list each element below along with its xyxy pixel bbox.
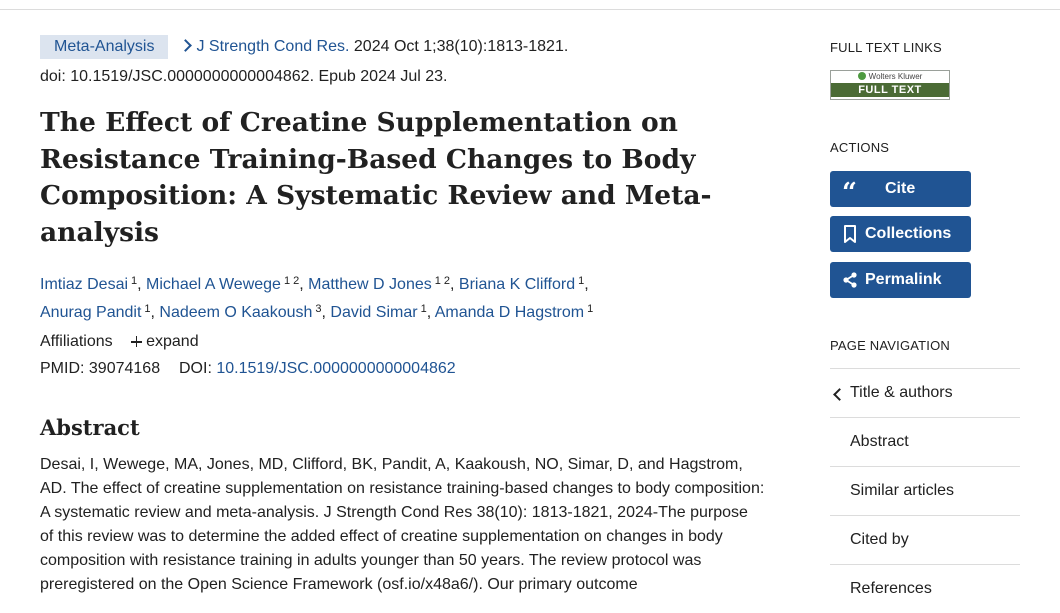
- article-title: The Effect of Creatine Supplementation on Resistance Training-Based Changes to Body Composition: A Systematic Review and Meta-analysis: [40, 107, 712, 248]
- page-navigation-heading: PAGE NAVIGATION: [830, 338, 951, 353]
- journal-link[interactable]: J Strength Cond Res.: [196, 38, 350, 55]
- affiliations-label: Affiliations: [40, 333, 113, 350]
- citation-date-pages: 2024 Oct 1;38(10):1813-1821.: [353, 38, 569, 55]
- author-link[interactable]: Michael A Wewege $^{1 2}$: [146, 275, 300, 293]
- author-link[interactable]: David Simar $^1$: [330, 303, 427, 321]
- author-link[interactable]: Briana K Clifford $^1$: [458, 275, 585, 293]
- actions-heading: ACTIONS: [830, 140, 890, 155]
- citation-line: [40, 35, 568, 59]
- author-link[interactable]: Nadeem O Kaakoush $^3$: [159, 303, 322, 321]
- chevron-right-icon: [180, 39, 193, 52]
- pmid-value: 39074168: [88, 360, 161, 377]
- plus-icon: [131, 336, 142, 347]
- abstract-heading: Abstract: [40, 415, 140, 440]
- author-link[interactable]: Amanda D Hagstrom $^1$: [434, 303, 594, 321]
- full-text-link-wolters-kluwer[interactable]: Wolters Kluwer FULL TEXT: [830, 70, 950, 100]
- doi-label: DOI:: [179, 360, 212, 377]
- author-link[interactable]: Matthew D Jones $^{1 2}$: [308, 275, 451, 293]
- publication-type-badge: Meta-Analysis: [40, 35, 168, 59]
- permalink-button[interactable]: Permalink: [830, 262, 971, 298]
- expand-affiliations-button[interactable]: expand: [117, 333, 199, 350]
- author-link[interactable]: Imtiaz Desai $^1$: [40, 275, 138, 293]
- share-icon: [842, 262, 858, 298]
- nav-similar-articles[interactable]: Similar articles: [830, 466, 1020, 515]
- nav-abstract[interactable]: Abstract: [830, 417, 1020, 466]
- chevron-left-icon: [833, 388, 846, 401]
- nav-cited-by[interactable]: Cited by: [830, 515, 1020, 564]
- author-list: Imtiaz Desai $^1$, Michael A Wewege $^{1 2}$, Matthew D Jones $^{1 2}$, Briana K Clifford $^1$, Anurag Pandit $^1$, Nadeem O Kaakoush $^3$, David Simar $^1$, Amanda D Hagstrom $^1$: [40, 275, 594, 321]
- cite-button[interactable]: “ Cite: [830, 171, 971, 207]
- citation-doi-line: doi: 10.1519/JSC.0000000000004862. Epub 2024 Jul 23.: [40, 68, 448, 85]
- nav-references[interactable]: References: [830, 564, 1020, 613]
- wolters-kluwer-logo-icon: [858, 72, 866, 80]
- top-border: [0, 0, 1060, 10]
- abstract-text: Desai, I, Wewege, MA, Jones, MD, Clifford, BK, Pandit, A, Kaakoush, NO, Simar, D, and Hagstrom, AD. The effect of creatine supplementation on resistance training-based changes to body composition: A systematic review and meta-analysis. J Strength Cond Res 38(10): 1813-1821, 2024-The purpose of this review was to determine the added effect of creatine supplementation on changes in body composition with resistance training in adults younger than 50 years. The review protocol was preregistered on the Open Science Framework (osf.io/x48a6/). Our primary outcome: [40, 456, 765, 593]
- quote-icon: “: [842, 178, 857, 208]
- page-navigation-list: [830, 368, 1020, 613]
- doi-link[interactable]: 10.1519/JSC.0000000000004862: [216, 360, 456, 377]
- bookmark-icon: [842, 216, 858, 252]
- author-link[interactable]: Anurag Pandit $^1$: [40, 303, 151, 321]
- collections-button[interactable]: Collections: [830, 216, 971, 252]
- full-text-links-heading: FULL TEXT LINKS: [830, 40, 942, 55]
- pmid-label: PMID:: [40, 360, 85, 377]
- nav-title-authors[interactable]: Title & authors: [830, 368, 1020, 417]
- identifiers-row: [40, 358, 456, 380]
- affiliations-row: [40, 331, 199, 353]
